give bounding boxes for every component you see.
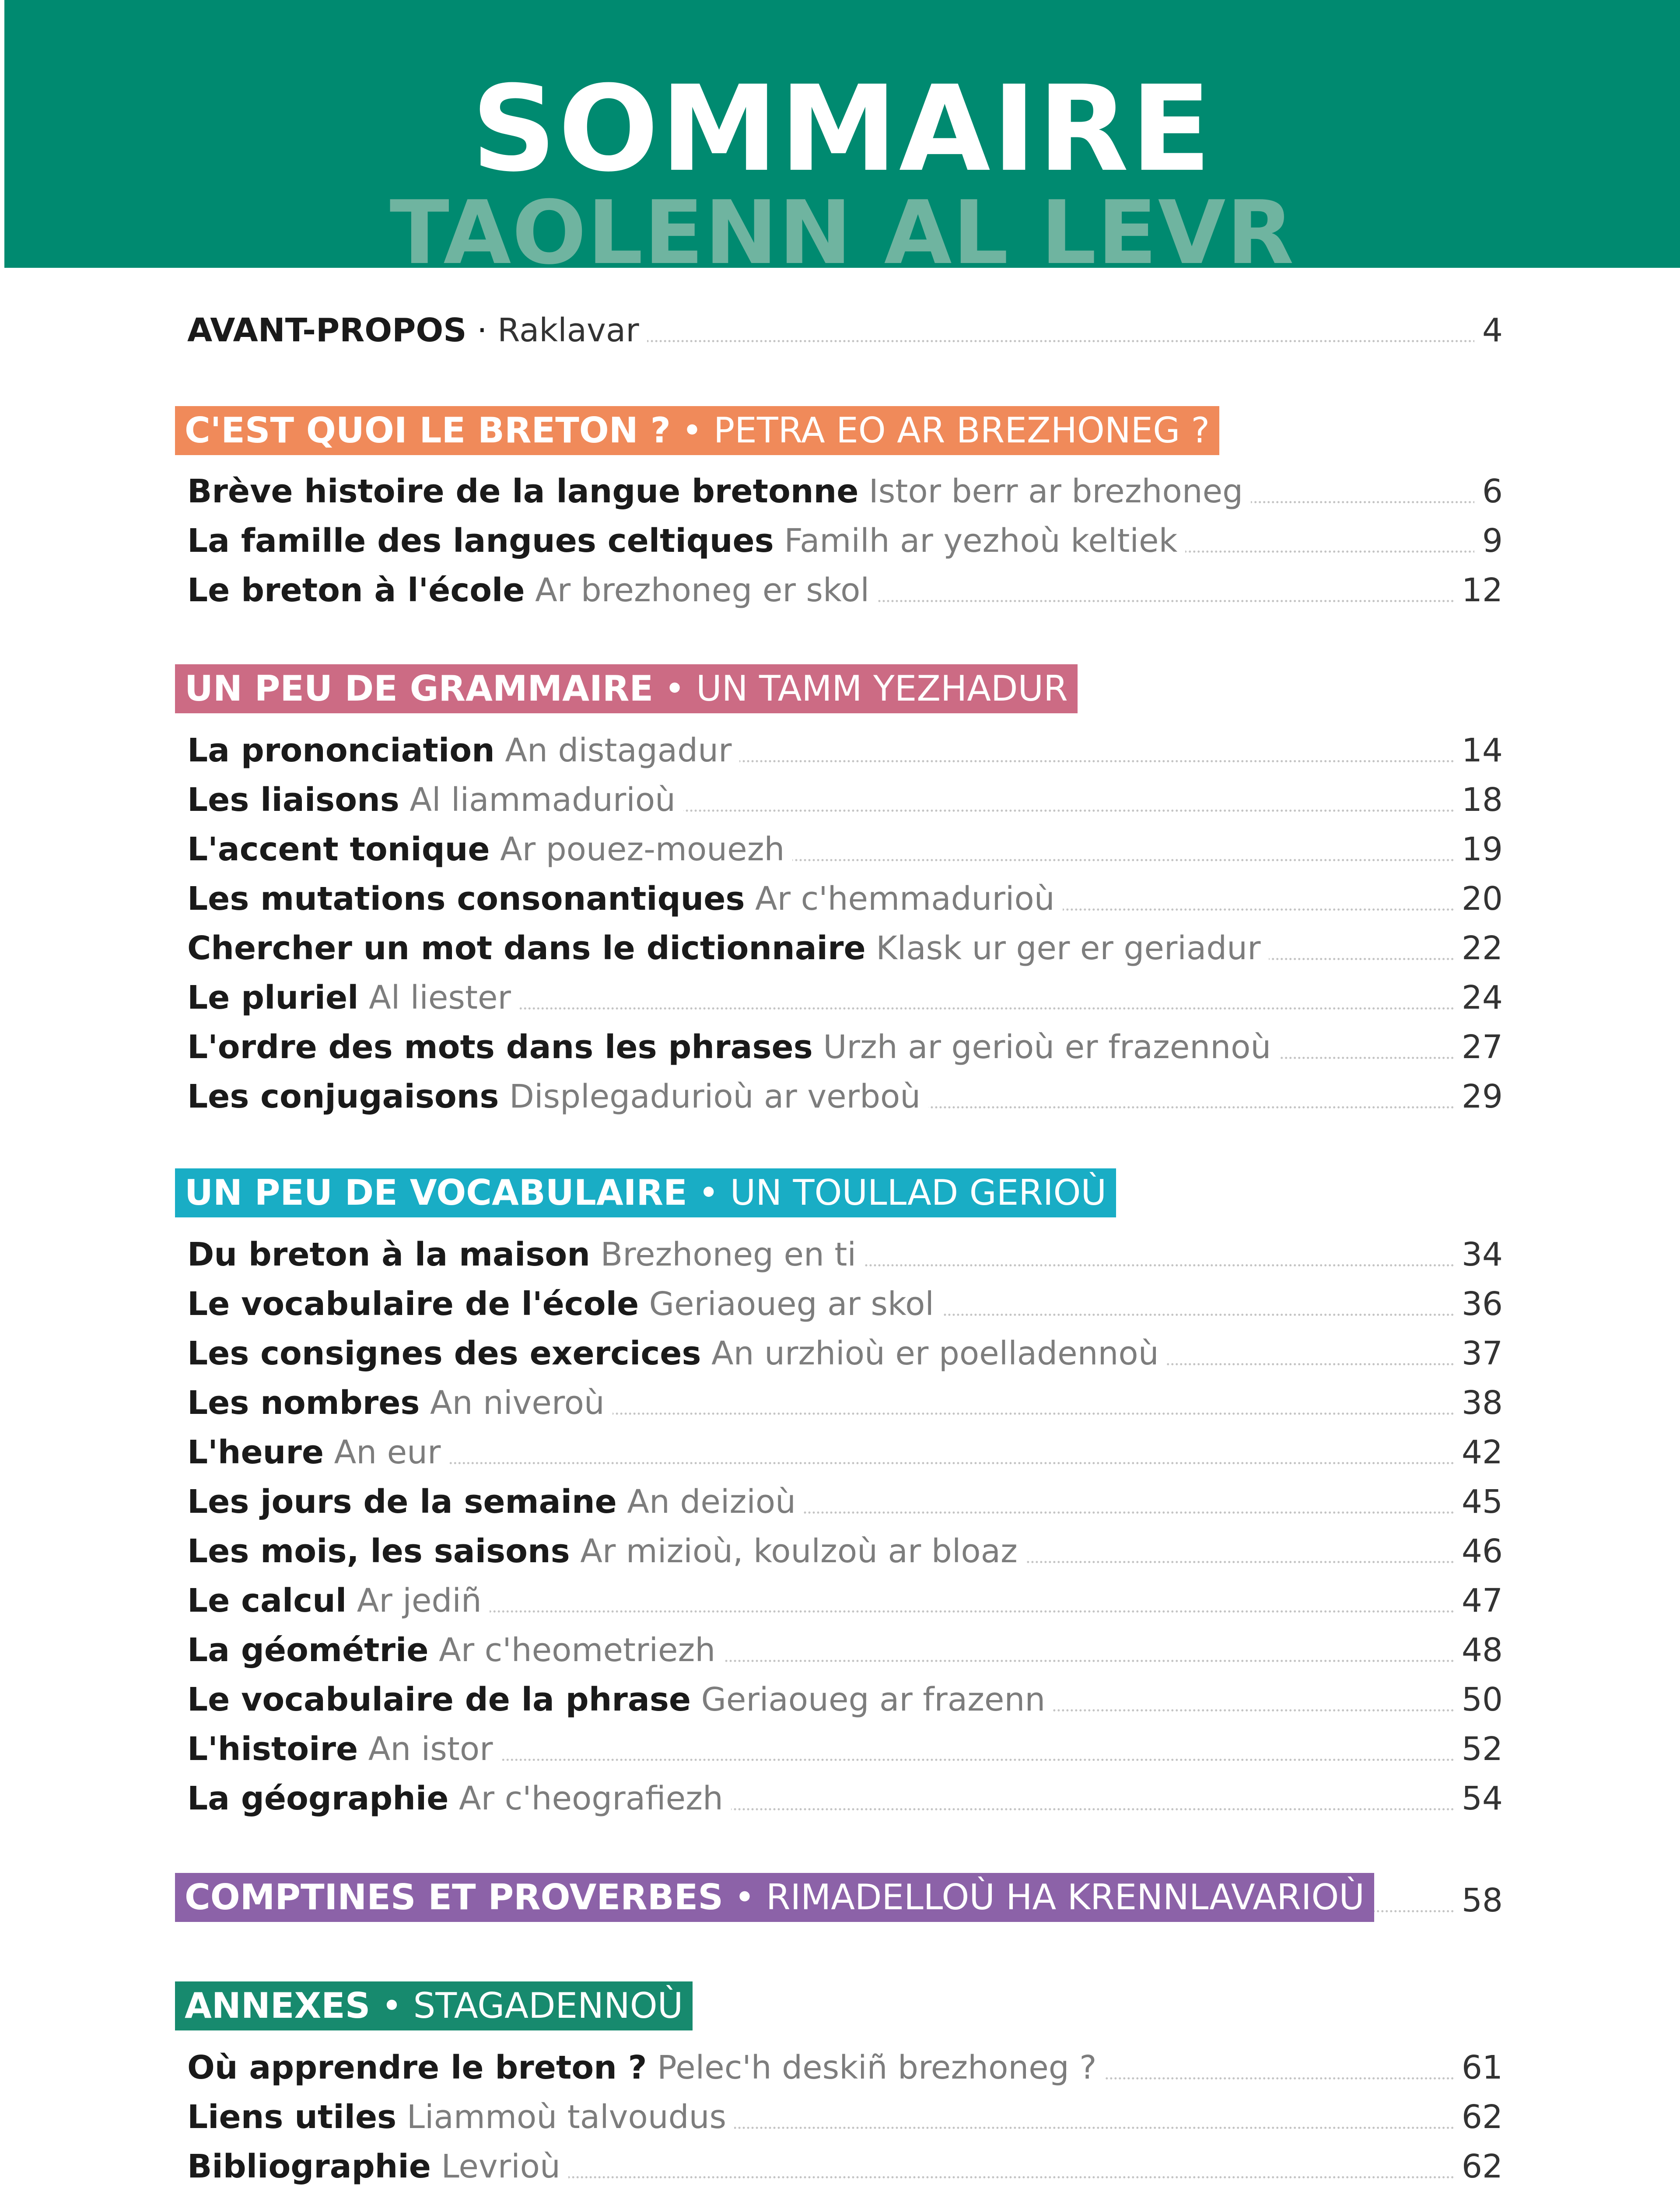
entry-text (187, 1532, 1026, 1570)
entry-title-fr: Les mois, les saisons (187, 1532, 570, 1570)
entry-title-fr: La prononciation (187, 732, 495, 769)
entry-title-br: Raklavar (497, 312, 639, 349)
entry-text (187, 1337, 1167, 1370)
entry-title-fr: Le breton à l'école (187, 572, 525, 609)
entry-title-br: An urzhioù er poelladennoù (711, 1335, 1159, 1372)
entry-title-fr: Les jours de la semaine (187, 1483, 617, 1521)
toc-entry[interactable] (187, 1428, 1503, 1476)
toc-entry[interactable] (187, 1280, 1503, 1328)
section-separator: • (687, 1172, 730, 1213)
toc-entry[interactable] (187, 1231, 1503, 1279)
entry-title-br: An deizioù (627, 1483, 796, 1521)
entry-text (187, 1238, 864, 1271)
entry-title-fr: Où apprendre le breton ? (187, 2049, 647, 2086)
toc-entry[interactable] (187, 974, 1503, 1022)
toc-entry[interactable] (187, 1023, 1503, 1071)
entry-title-fr: Chercher un mot dans le dictionnaire (187, 929, 866, 967)
entry-title-br: Levrioù (441, 2148, 560, 2185)
page-number: 14 (1454, 734, 1503, 767)
page-number: 19 (1454, 833, 1503, 866)
entry-title-br: Ar c'hemmadurioù (755, 880, 1055, 918)
page-number: 6 (1474, 475, 1503, 508)
entry-text (187, 1483, 804, 1521)
toc-entry[interactable] (187, 1478, 1503, 1526)
section-title-br: STAGADENNOÙ (413, 1985, 683, 2026)
section-separator: • (653, 668, 696, 709)
entry-text (187, 781, 683, 819)
entry-title-br: Familh ar yezhoù keltiek (784, 522, 1178, 560)
entry-text (187, 2051, 1105, 2084)
page-number: 62 (1454, 2101, 1503, 2133)
entry-title-br: Al liester (369, 979, 511, 1017)
toc-entry[interactable] (187, 1379, 1503, 1427)
toc-entry[interactable] (187, 776, 1503, 824)
entry-title-fr: Bibliographie (187, 2148, 431, 2185)
entry-title-br: Displegadurioù ar verboù (509, 1078, 921, 1115)
header-banner (4, 0, 1680, 268)
entry-title-fr: Les mutations consonantiques (187, 880, 745, 918)
entry-title-fr: L'histoire (187, 1730, 358, 1768)
toc-entry[interactable] (187, 1073, 1503, 1121)
toc-entry[interactable] (187, 517, 1503, 565)
entry-title-fr: Le calcul (187, 1582, 347, 1620)
toc-entry[interactable] (187, 467, 1503, 515)
entry-title-fr: La géographie (187, 1780, 449, 1817)
entry-title-br: Klask ur ger er geriadur (876, 929, 1261, 967)
page-number: 22 (1454, 932, 1503, 964)
page-number: 18 (1454, 784, 1503, 816)
entry-title-fr: AVANT-PROPOS (187, 312, 467, 349)
toc-entry[interactable] (187, 875, 1503, 923)
toc-entry[interactable] (187, 1774, 1503, 1823)
entry-title-br: Ar jediñ (357, 1582, 482, 1620)
section-title-br: UN TAMM YEZHADUR (696, 668, 1068, 709)
page-number: 58 (1454, 1884, 1503, 1917)
page-title: SOMMAIRE (471, 60, 1213, 198)
entry-title-fr: Les conjugaisons (187, 1078, 499, 1115)
entry-text (187, 1384, 612, 1422)
entry-text (187, 1285, 942, 1323)
section-title-br: PETRA EO AR BREZHONEG ? (714, 410, 1210, 451)
entry-title-br: Liammoù talvoudus (406, 2098, 727, 2136)
toc-entry[interactable] (187, 2044, 1503, 2092)
entry-title-br: Ar c'heografiezh (459, 1780, 723, 1817)
entry-text (187, 2150, 568, 2183)
entry-text (187, 1436, 448, 1469)
entry-title-br: Al liammadurioù (410, 781, 676, 819)
section-heading-grammaire (175, 664, 1078, 713)
page-number: 48 (1454, 1634, 1503, 1666)
entry-text (187, 734, 739, 767)
entry-text (187, 1631, 723, 1669)
entry-title-fr: Du breton à la maison (187, 1236, 590, 1273)
entry-title-br: Geriaoueg ar frazenn (701, 1681, 1046, 1718)
entry-title-fr: L'accent tonique (187, 831, 490, 868)
entry-title-fr: Brève histoire de la langue bretonne (187, 473, 859, 510)
entry-title-fr: L'heure (187, 1434, 324, 1471)
toc-entry[interactable] (187, 1527, 1503, 1575)
page-number: 47 (1454, 1585, 1503, 1617)
entry-text (187, 574, 877, 607)
entry-title-fr: Le vocabulaire de l'école (187, 1285, 639, 1323)
entry-title-br: Pelec'h deskiñ brezhoneg ? (657, 2049, 1097, 2086)
entry-text (187, 833, 792, 866)
entry-title-br: Ar c'heometriezh (439, 1631, 716, 1669)
entry-text (187, 522, 1185, 560)
section-title-fr: ANNEXES (185, 1985, 371, 2026)
entry-title-br: An eur (334, 1434, 441, 1471)
page-number: 62 (1454, 2150, 1503, 2183)
toc-entry[interactable] (187, 566, 1503, 614)
entry-title-fr: Les nombres (187, 1384, 420, 1422)
entry-text (187, 475, 1251, 508)
toc-entry[interactable] (187, 1577, 1503, 1625)
toc-entry-intro[interactable] (187, 306, 1503, 354)
entry-text (187, 880, 1063, 918)
section-heading-vocabulaire (175, 1168, 1116, 1217)
entry-title-br: An distagadur (505, 732, 732, 769)
page-number: 34 (1454, 1238, 1503, 1271)
page-number: 20 (1454, 883, 1503, 915)
entry-title-fr: Les liaisons (187, 781, 399, 819)
page-number: 37 (1454, 1337, 1503, 1370)
page-number: 9 (1474, 525, 1503, 557)
page-number: 54 (1454, 1782, 1503, 1815)
page-number: 38 (1454, 1387, 1503, 1419)
entry-text (187, 1782, 731, 1815)
entry-title-br: Ar mizioù, koulzoù ar bloaz (580, 1532, 1018, 1570)
toc-entry-comptines[interactable] (175, 1873, 1503, 1922)
page-number: 46 (1454, 1535, 1503, 1567)
toc-entry[interactable] (187, 1676, 1503, 1724)
page-number: 45 (1454, 1486, 1503, 1518)
entry-title-br: Urzh ar gerioù er frazennoù (823, 1028, 1271, 1066)
section-title-fr: COMPTINES ET PROVERBES (185, 1877, 723, 1918)
entry-title-fr: Liens utiles (187, 2098, 397, 2136)
entry-title-fr: Le vocabulaire de la phrase (187, 1681, 691, 1718)
section-title-br: RIMADELLOÙ HA KRENNLAVARIOÙ (766, 1877, 1365, 1918)
entry-text (187, 2098, 734, 2136)
entry-title-br: Geriaoueg ar skol (649, 1285, 934, 1323)
page-number: 52 (1454, 1733, 1503, 1765)
entry-title-fr: L'ordre des mots dans les phrases (187, 1028, 813, 1066)
section-title-br: UN TOULLAD GERIOÙ (730, 1172, 1106, 1213)
page-number: 24 (1454, 982, 1503, 1014)
entry-title-fr: Les consignes des exercices (187, 1335, 701, 1372)
page-number: 50 (1454, 1683, 1503, 1716)
entry-text (187, 1080, 928, 1113)
page-number: 61 (1454, 2051, 1503, 2084)
toc-entry[interactable] (187, 1329, 1503, 1378)
page-number: 42 (1454, 1436, 1503, 1469)
entry-title-br: An niveroù (430, 1384, 605, 1422)
toc-entry[interactable] (187, 726, 1503, 775)
page-number: 36 (1454, 1288, 1503, 1320)
entry-title-br: An istor (368, 1730, 493, 1768)
entry-title-fr: La famille des langues celtiques (187, 522, 774, 560)
toc-entry[interactable] (187, 924, 1503, 972)
entry-text (187, 929, 1269, 967)
page-number: 4 (1474, 314, 1503, 347)
toc-entry[interactable] (187, 2093, 1503, 2141)
page-number: 29 (1454, 1080, 1503, 1113)
section-title-fr: UN PEU DE GRAMMAIRE (185, 668, 654, 709)
page-subtitle: TAOLENN AL LEVR (389, 187, 1295, 268)
entry-text (187, 979, 519, 1017)
entry-separator: · (466, 312, 498, 349)
section-heading-breton (175, 406, 1219, 455)
section-heading-annexes (175, 1981, 693, 2030)
toc-entry[interactable] (187, 1626, 1503, 1674)
entry-title-fr: La géométrie (187, 1631, 429, 1669)
entry-title-br: Brezhoneg en ti (600, 1236, 857, 1273)
section-title-fr: UN PEU DE VOCABULAIRE (185, 1172, 687, 1213)
entry-title-br: Istor berr ar brezhoneg (868, 473, 1243, 510)
entry-text (187, 1683, 1053, 1716)
entry-text (187, 1028, 1279, 1066)
section-separator: • (370, 1985, 413, 2026)
toc-entry[interactable] (187, 1725, 1503, 1773)
section-separator: • (670, 410, 714, 451)
entry-text (187, 1730, 501, 1768)
entry-title-br: Ar pouez-mouezh (500, 831, 785, 868)
page-number: 12 (1454, 574, 1503, 607)
entry-title-fr: Le pluriel (187, 979, 359, 1017)
entry-text (187, 1582, 490, 1620)
entry-title-br: Ar brezhoneg er skol (535, 572, 870, 609)
toc-entry[interactable] (187, 825, 1503, 873)
section-separator: • (723, 1877, 766, 1918)
section-heading-comptines (175, 1873, 1374, 1922)
page-number: 27 (1454, 1031, 1503, 1063)
section-title-fr: C'EST QUOI LE BRETON ? (185, 410, 671, 451)
toc-entry[interactable] (187, 2142, 1503, 2188)
